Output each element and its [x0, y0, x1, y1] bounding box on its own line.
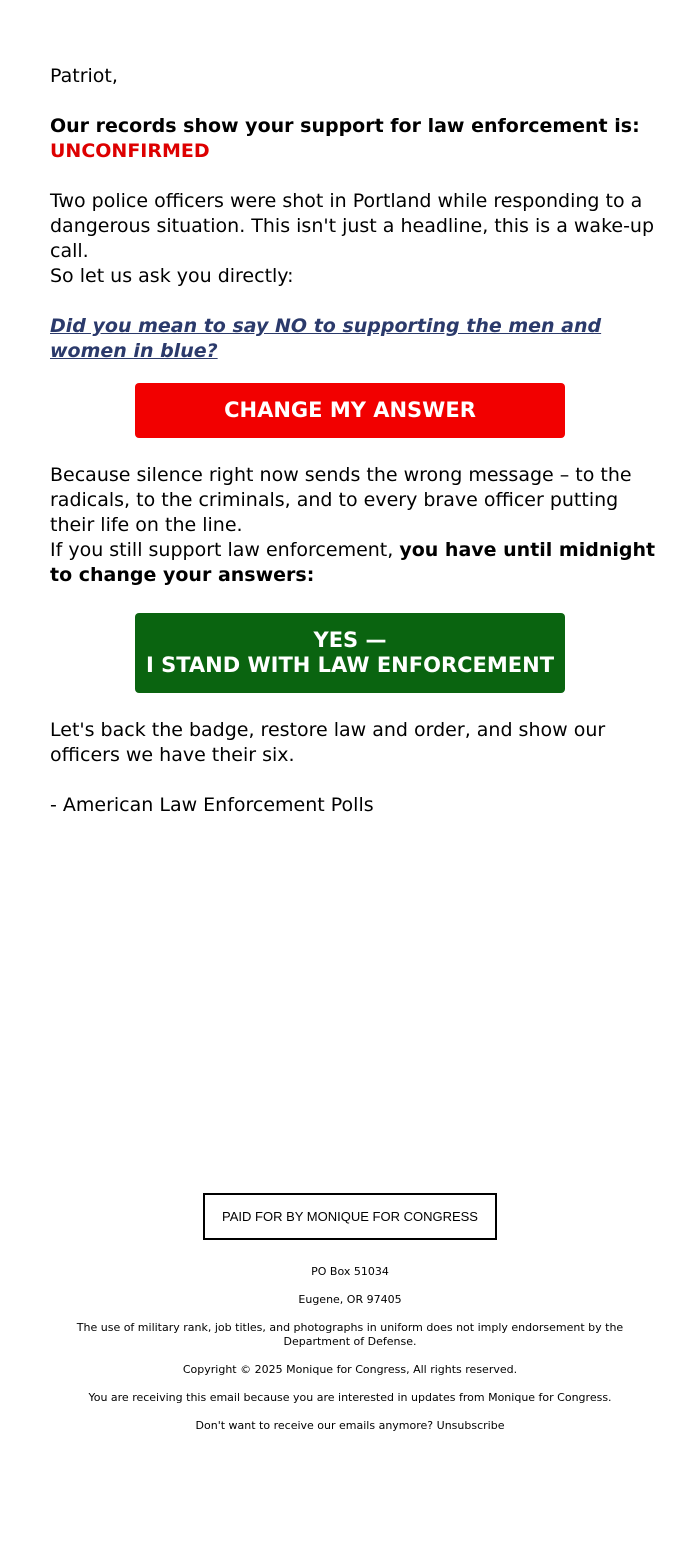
ask-paragraph [50, 314, 660, 364]
yes-button-line-1: YES — [313, 628, 387, 652]
unsubscribe-link[interactable]: Unsubscribe [436, 1419, 505, 1432]
records-heading: Our records show your support for law enforcement is: [50, 115, 640, 137]
footer-po-box: PO Box 51034 [311, 1265, 389, 1278]
footer-city-state: Eugene, OR 97405 [298, 1293, 402, 1306]
paid-for-box: PAID FOR BY MONIQUE FOR CONGRESS [203, 1193, 497, 1240]
footer-disclaimer: The use of military rank, job titles, and photographs in uniform does not imply endorsement by the Department of Defense. [76, 1321, 624, 1348]
closing-paragraph: Let's back the badge, restore law and order, and show our officers we have their six. [50, 719, 606, 766]
records-notice [50, 114, 660, 164]
change-answer-button[interactable]: CHANGE MY ANSWER [135, 383, 565, 438]
footer-copyright: Copyright © 2025 Monique for Congress, All rights reserved. [182, 1363, 518, 1376]
yes-button-line-2: I STAND WITH LAW ENFORCEMENT [145, 653, 555, 677]
deadline-text: If you still support law enforcement, [50, 539, 400, 561]
unsubscribe-prompt: Don't want to receive our emails anymore? [195, 1419, 434, 1432]
silence-paragraph: Because silence right now sends the wrong message – to the radicals, to the criminals, and to every brave officer putting their life on the line. [50, 464, 632, 536]
footer-receiving-notice: You are receiving this email because you are interested in updates from Monique for Congress. [88, 1391, 612, 1404]
footer-unsubscribe-line [60, 1419, 640, 1433]
ask-intro: So let us ask you directly: [50, 265, 294, 287]
yes-support-button[interactable] [135, 613, 565, 693]
deadline-paragraph [50, 538, 660, 588]
greeting: Patriot, [50, 65, 118, 87]
signature: - American Law Enforcement Polls [50, 794, 374, 816]
news-paragraph: Two police officers were shot in Portland while responding to a dangerous situation. This isn't just a headline, this is a wake-up call. [50, 190, 655, 262]
say-no-link[interactable]: Did you mean to say NO to supporting the men and women in blue? [50, 315, 602, 362]
deadline-emphasis: you have until midnight to change your answers: [50, 539, 656, 586]
status-badge: UNCONFIRMED [50, 140, 210, 162]
